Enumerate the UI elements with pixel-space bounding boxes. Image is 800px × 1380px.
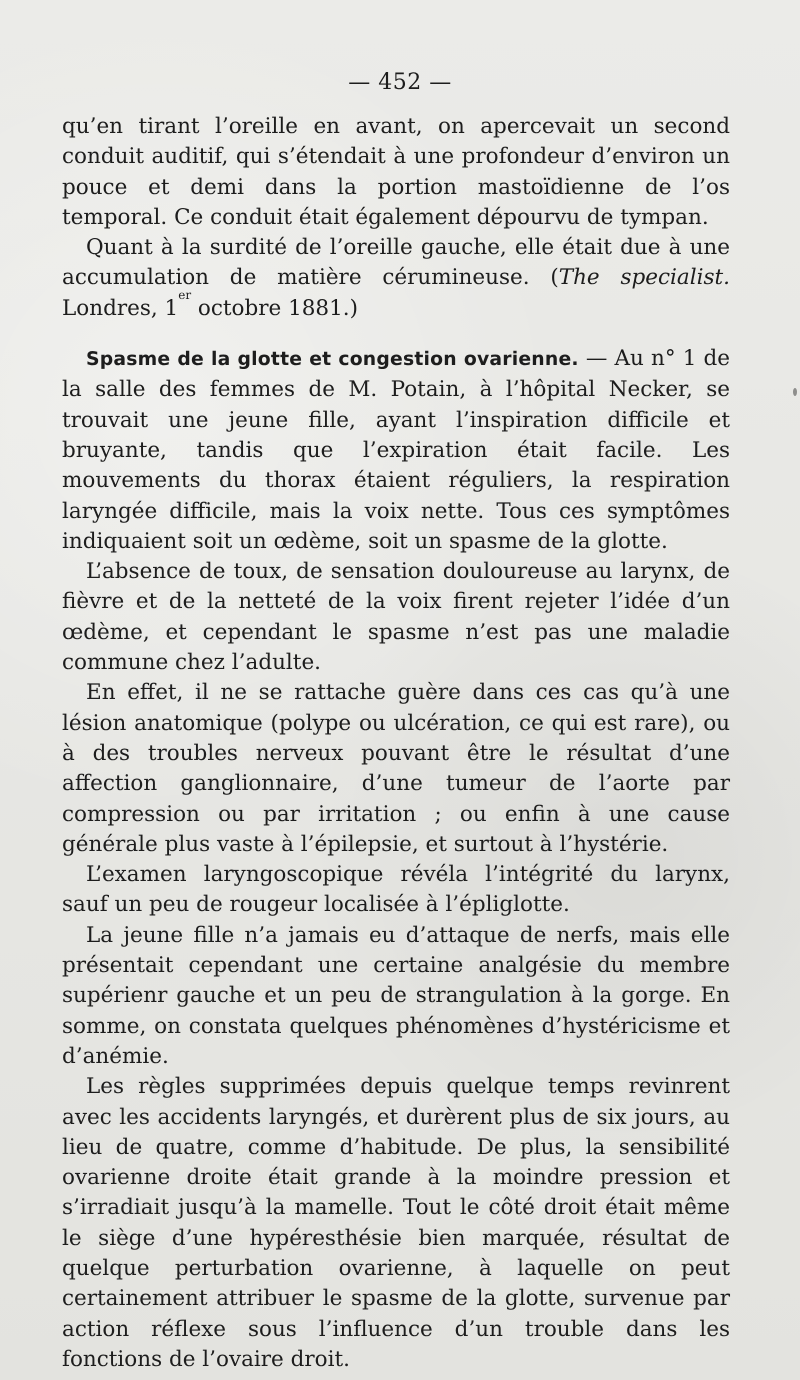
section-intro-text: — Au n° 1 de la salle des femmes de M. Potain, à l’hôpital Necker, se trouvait une jeune fille, ayant l’inspiration difficile et bruyante, tandis que l’expiration était facile. Les mouvements du thorax étaient réguliers, la respiration laryngée difficile, mais la voix nette. Tous ces symptômes indiquaient soit un œdème, soit un spasme de la glotte. (62, 346, 730, 554)
page-number: — 452 — (348, 70, 452, 95)
journal-title: The specialist. (558, 265, 730, 291)
paragraph-jeune-fille: La jeune fille n’a jamais eu d’attaque de nerfs, mais elle présentait cependant une certaine analgésie du membre supérienr gauche et un peu de strangulation à la gorge. En somme, on constata quelques phénomènes d’hystéricisme et d’anémie. (62, 922, 730, 1069)
page-text (62, 112, 730, 1375)
section-paragraph (62, 344, 730, 557)
paragraph-surdite-text-middle: Londres, 1 (62, 295, 179, 321)
section-spacing (62, 324, 730, 344)
ordinal-superscript: er (178, 287, 192, 302)
paragraph-regles: Les règles supprimées depuis quelque temps revinrent avec les accidents laryngés, et durèrent plus de six jours, au lieu de quatre, comme d’habitude. De plus, la sensibilité ovarienne droite était grande à la moindre pression et s’irradiait jusqu’à la mamelle. Tout le côté droit était même le siège d’une hypéresthésie bien marquée, résultat de quelque perturbation ovarienne, à laquelle on peut certainement attribuer le spasme de la glotte, survenue par action réflexe sous l’influence d’un trouble dans les fonctions de l’ovaire droit. (62, 1074, 730, 1372)
paragraph-en-effet: En effet, il ne se rattache guère dans ces cas qu’à une lésion anatomique (polype ou ulcération, ce qui est rare), ou à des troubles nerveux pouvant être le résultat d’une affection ganglionnaire, d’une tumeur de l’aorte par compression ou par irritation ; ou enfin à une cause générale plus vaste à l’épilepsie, et surtout à l’hystérie. (62, 680, 730, 857)
paragraph-continuation: qu’en tirant l’oreille en avant, on apercevait un second conduit auditif, qui s’étendait à une profondeur d’environ un pouce et demi dans la portion mastoïdienne de l’os temporal. Ce conduit était également dépourvu de tympan. (62, 114, 730, 230)
paragraph-absence: L’absence de toux, de sensation douloureuse au larynx, de fièvre et de la netteté de la voix firent rejeter l’idée d’un œdème, et cependant le spasme n’est pas une maladie commune chez l’adulte. (62, 559, 730, 676)
section-heading: Spasme de la glotte et congestion ovarienne. (86, 349, 579, 371)
margin-speck (793, 388, 797, 396)
paragraph-examen: L’examen laryngoscopique révéla l’intégrité du larynx, sauf un peu de rougeur localisée à l’épliglotte. (62, 862, 730, 918)
paragraph-surdite-text-start: Quant à la surdité de l’oreille gauche, elle était due à une accumulation de matière cérumineuse. ( (62, 235, 730, 291)
paragraph-surdite-text-end: octobre 1881.) (191, 295, 359, 321)
paragraph-surdite (62, 233, 730, 324)
